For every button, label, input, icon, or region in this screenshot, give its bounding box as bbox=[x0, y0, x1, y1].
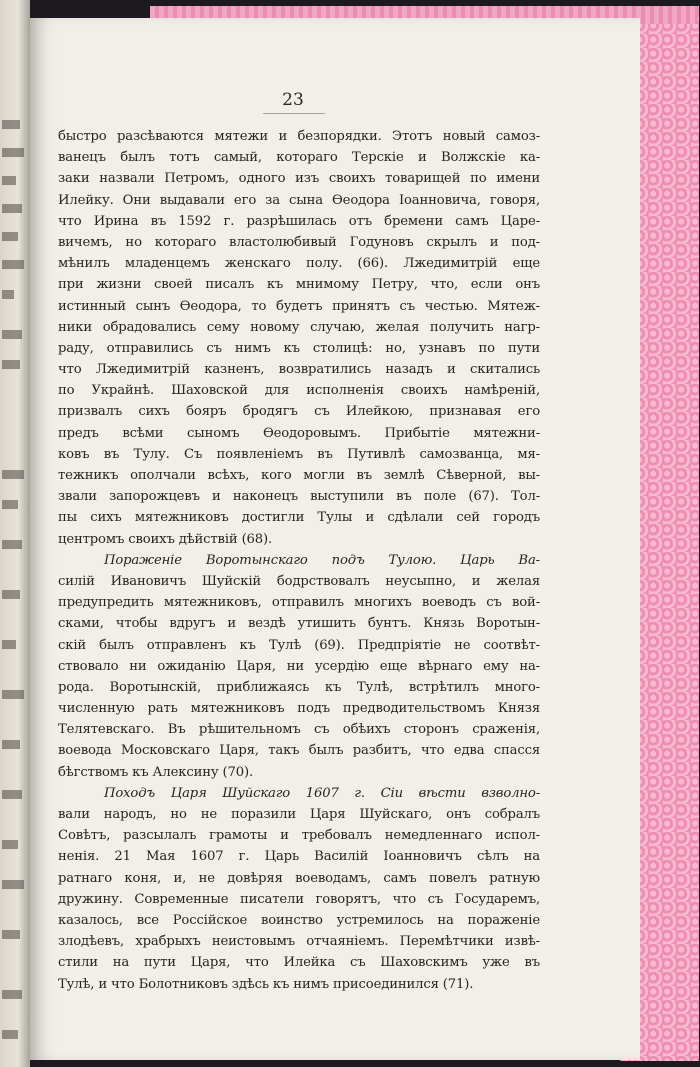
text-line: Илейку. Они выдавали его за сына Ѳеодора Іоанновича, говоря, bbox=[58, 192, 540, 208]
text-line: дружину. Современные писатели говорятъ, что съ Государемъ, bbox=[58, 891, 540, 907]
text-line: воевода Московскаго Царя, такъ былъ разбитъ, что едва спасся bbox=[58, 743, 540, 759]
text-line: Тулѣ, и что Болотниковъ здѣсь къ нимъ присоединился (71). bbox=[58, 976, 474, 992]
text-line: ствовало ни ожиданію Царя, ни усердію еще вѣрнаго ему на- bbox=[58, 658, 540, 674]
text-line: предупредить мятежниковъ, отправилъ многихъ воеводъ съ вой- bbox=[58, 595, 540, 611]
text-line: что Лжедимитрій казненъ, возвратились назадъ и скитались bbox=[58, 362, 540, 378]
text-line: ковъ въ Тулу. Съ появленіемъ въ Путивлѣ самозванца, мя- bbox=[58, 446, 540, 462]
text-line: бѣгствомъ къ Алексину (70). bbox=[58, 764, 254, 780]
text-line: ратнаго коня, и, не довѣряя воеводамъ, самъ повелъ ратную bbox=[58, 870, 540, 886]
text-line: звали запорожцевъ и наконецъ выступили въ поле (67). Тол- bbox=[58, 489, 540, 505]
text-line: вали народъ, но не поразили Царя Шуйскаго, онъ собралъ bbox=[58, 807, 540, 822]
text-line: Совѣтъ, разсылалъ грамоты и требовалъ немедленнаго испол- bbox=[58, 828, 540, 844]
text-line: численную рать мятежниковъ подъ предводительствомъ Князя bbox=[58, 701, 540, 717]
text-line: призвалъ сихъ бояръ бродягъ съ Илейкою, признавая его bbox=[58, 404, 540, 420]
text-line: мѣнилъ младенцемъ женскаго полу. (66). Лжедимитрій еще bbox=[58, 256, 540, 272]
text-line: тежникъ ополчали всѣхъ, кого могли въ землѣ Сѣверной, вы- bbox=[58, 468, 540, 483]
text-line: истинный сынъ Ѳеодора, то будетъ принятъ съ честью. Мятеж- bbox=[58, 298, 540, 314]
text-line: скій былъ отправленъ къ Тулѣ (69). Предпріятіе не соотвѣт- bbox=[58, 637, 540, 653]
body-text bbox=[58, 126, 540, 995]
text-line: ненія. 21 Мая 1607 г. Царь Василій Іоанновичъ сѣлъ на bbox=[58, 849, 540, 865]
text-line: силій Ивановичъ Шуйскій бодрствовалъ неусыпно, и желая bbox=[58, 573, 540, 589]
text-line: по Украйнѣ. Шаховской для исполненія своихъ намѣреній, bbox=[58, 383, 540, 399]
text-line: пы сихъ мятежниковъ достигли Тулы и сдѣлали сей городъ bbox=[58, 510, 540, 526]
section-heading-line: Пораженіе Воротынскаго подъ Тулою. Царь Ва- bbox=[104, 552, 540, 568]
text-line: заки назвали Петромъ, одного изъ своихъ товарищей по имени bbox=[58, 171, 540, 187]
text-line: сками, чтобы вдругъ и вездѣ утишить бунтъ. Князь Воротын- bbox=[58, 616, 540, 632]
page-number-rule bbox=[263, 113, 325, 114]
text-line: что Ирина въ 1592 г. разрѣшилась отъ бремени самъ Царе- bbox=[58, 213, 540, 229]
previous-page-sliver bbox=[0, 0, 30, 1067]
text-line: стили на пути Царя, что Илейка съ Шаховскимъ уже въ bbox=[58, 955, 540, 971]
text-line: раду, отправились съ нимъ къ столицѣ: но, узнавъ по пути bbox=[58, 340, 540, 356]
page-number: 23 bbox=[282, 90, 304, 110]
text-line: быстро разсѣваются мятежи и безпорядки. Этотъ новый самоз- bbox=[58, 129, 540, 144]
text-line: вичемъ, но котораго властолюбивый Годуновъ скрылъ и под- bbox=[58, 234, 540, 250]
text-line: злодѣевъ, храбрыхъ неистовымъ отчаяніемъ. Перемѣтчики извѣ- bbox=[58, 934, 540, 950]
text-line: казалось, все Россійское воинство устремилось на пораженіе bbox=[58, 912, 540, 928]
text-line: ванецъ былъ тотъ самый, котораго Терскіе и Волжскіе ка- bbox=[58, 150, 540, 166]
section-heading-line: Походъ Царя Шуйскаго 1607 г. Сіи вѣсти взволно- bbox=[104, 785, 540, 801]
text-line: рода. Воротынскій, приближаясь къ Тулѣ, встрѣтилъ много- bbox=[58, 679, 540, 695]
text-line: ники обрадовались сему новому случаю, желая получить нагр- bbox=[58, 319, 540, 335]
text-line: Телятевскаго. Въ рѣшительномъ съ обѣихъ сторонъ сраженія, bbox=[58, 722, 540, 738]
text-line: при жизни своей писалъ къ мнимому Петру, что, если онъ bbox=[58, 277, 540, 293]
text-line: предъ всѣми сыномъ Ѳеодоровымъ. Прибытіе мятежни- bbox=[58, 425, 540, 441]
text-line: центромъ своихъ дѣйствій (68). bbox=[58, 531, 273, 547]
